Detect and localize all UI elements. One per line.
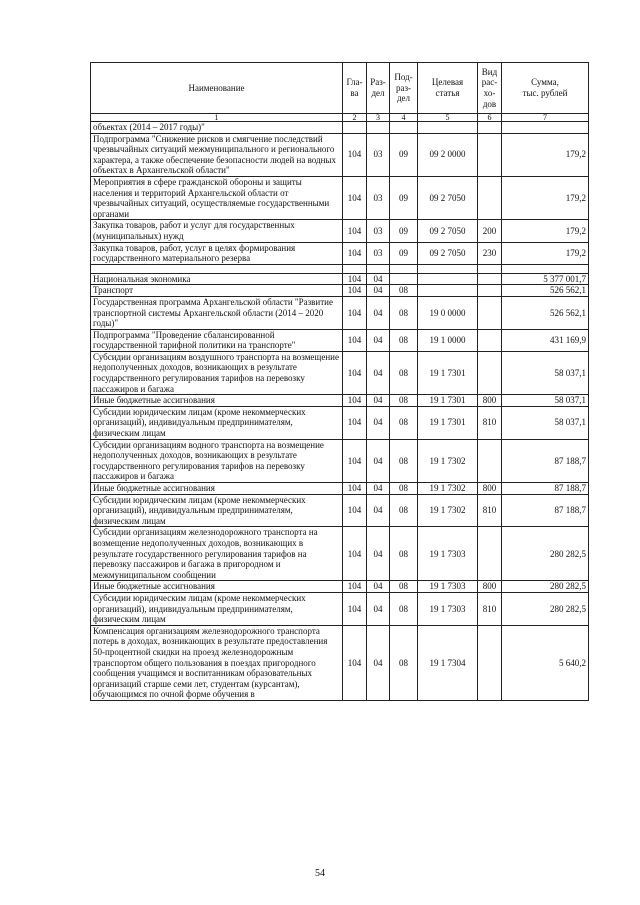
table-row — [91, 285, 589, 297]
row-vid — [478, 264, 502, 273]
column-number-row — [91, 114, 589, 122]
table-row — [91, 439, 589, 482]
row-podrazdel: 08 — [390, 351, 418, 394]
table-row — [91, 483, 589, 495]
row-vid: 230 — [478, 242, 502, 264]
row-statya: 19 1 7304 — [418, 625, 478, 700]
row-statya: 09 2 7050 — [418, 220, 478, 242]
row-name: Субсидии организациям железнодорожного транспорта на возмещение недополученных доходов, возникающих в результате государственного регулирования тарифов на перевозку пассажиров и багажа в пригородном и межмуниципальном сообщении — [91, 527, 343, 581]
row-razdel: 03 — [367, 220, 390, 242]
row-glava: 104 — [343, 439, 367, 482]
column-number: 5 — [418, 114, 478, 122]
header-name: Наименование — [91, 63, 343, 114]
row-name: Субсидии организациям водного транспорта на возмещение недополученных доходов, возникающих в результате государственного регулирования тарифов на перевозку пассажиров и багажа — [91, 439, 343, 482]
table-row — [91, 527, 589, 581]
row-razdel: 04 — [367, 329, 390, 351]
row-name: Транспорт — [91, 285, 343, 297]
column-number: 4 — [390, 114, 418, 122]
row-glava — [343, 122, 367, 134]
page-number: 54 — [315, 868, 325, 879]
table-row — [91, 176, 589, 219]
row-podrazdel: 09 — [390, 176, 418, 219]
table-row — [91, 242, 589, 264]
table-row — [91, 581, 589, 593]
row-razdel: 04 — [367, 527, 390, 581]
row-name: Закупка товаров, работ и услуг для государственных (муниципальных) нужд — [91, 220, 343, 242]
row-podrazdel: 09 — [390, 242, 418, 264]
row-podrazdel — [390, 122, 418, 134]
row-statya: 09 2 0000 — [418, 133, 478, 176]
row-name: Государственная программа Архангельской области "Развитие транспортной системы Архангельской области (2014 – 2020 годы)" — [91, 296, 343, 329]
row-podrazdel: 08 — [390, 592, 418, 625]
row-vid — [478, 285, 502, 297]
row-name: Иные бюджетные ассигнования — [91, 483, 343, 495]
column-number: 7 — [502, 114, 589, 122]
row-glava: 104 — [343, 395, 367, 407]
column-number: 1 — [91, 114, 343, 122]
row-glava: 104 — [343, 242, 367, 264]
row-vid: 800 — [478, 483, 502, 495]
column-number: 3 — [367, 114, 390, 122]
row-sum: 87 188,7 — [502, 483, 589, 495]
row-sum — [502, 122, 589, 134]
row-razdel: 04 — [367, 351, 390, 394]
header-statya: Целевая статья — [418, 63, 478, 114]
row-podrazdel: 08 — [390, 439, 418, 482]
row-razdel: 04 — [367, 296, 390, 329]
header-row — [91, 63, 589, 114]
row-glava: 104 — [343, 351, 367, 394]
column-number: 2 — [343, 114, 367, 122]
row-razdel: 03 — [367, 176, 390, 219]
row-podrazdel: 09 — [390, 220, 418, 242]
row-podrazdel: 08 — [390, 296, 418, 329]
row-name: Мероприятия в сфере гражданской обороны и защиты населения и территорий Архангельской области от чрезвычайных ситуаций, осуществляемые государственными органами — [91, 176, 343, 219]
row-statya — [418, 122, 478, 134]
row-podrazdel: 08 — [390, 406, 418, 439]
table-header — [91, 63, 589, 122]
row-statya: 19 1 7301 — [418, 395, 478, 407]
row-vid: 800 — [478, 395, 502, 407]
row-name: Иные бюджетные ассигнования — [91, 395, 343, 407]
row-razdel: 03 — [367, 242, 390, 264]
row-name — [91, 264, 343, 273]
row-vid — [478, 122, 502, 134]
row-vid — [478, 133, 502, 176]
row-statya: 09 2 7050 — [418, 176, 478, 219]
table-row — [91, 406, 589, 439]
table-row — [91, 625, 589, 700]
row-glava: 104 — [343, 494, 367, 527]
row-statya: 19 1 7301 — [418, 351, 478, 394]
row-name: Закупка товаров, работ, услуг в целях формирования государственного материального резерва — [91, 242, 343, 264]
row-glava: 104 — [343, 592, 367, 625]
row-vid — [478, 296, 502, 329]
budget-table — [90, 62, 589, 701]
row-statya — [418, 264, 478, 273]
row-razdel: 04 — [367, 406, 390, 439]
row-statya: 19 1 0000 — [418, 329, 478, 351]
header-razdel: Раз- дел — [367, 63, 390, 114]
row-razdel: 04 — [367, 625, 390, 700]
header-podrazdel: Под- раз- дел — [390, 63, 418, 114]
row-statya: 19 0 0000 — [418, 296, 478, 329]
row-glava: 104 — [343, 273, 367, 285]
row-name: Субсидии юридическим лицам (кроме некоммерческих организаций), индивидуальным предпринимателям, физическим лицам — [91, 592, 343, 625]
row-sum: 87 188,7 — [502, 439, 589, 482]
row-glava: 104 — [343, 220, 367, 242]
row-sum: 179,2 — [502, 133, 589, 176]
row-name: объектах (2014 – 2017 годы)" — [91, 122, 343, 134]
column-number: 6 — [478, 114, 502, 122]
row-podrazdel — [390, 273, 418, 285]
row-podrazdel: 08 — [390, 395, 418, 407]
table-row — [91, 296, 589, 329]
row-razdel: 04 — [367, 494, 390, 527]
row-sum: 58 037,1 — [502, 395, 589, 407]
row-podrazdel: 08 — [390, 625, 418, 700]
row-vid: 810 — [478, 592, 502, 625]
row-statya: 19 1 7301 — [418, 406, 478, 439]
row-razdel: 04 — [367, 273, 390, 285]
row-sum: 179,2 — [502, 220, 589, 242]
row-statya: 19 1 7302 — [418, 494, 478, 527]
row-vid — [478, 176, 502, 219]
row-podrazdel: 08 — [390, 581, 418, 593]
table-row — [91, 273, 589, 285]
row-vid — [478, 527, 502, 581]
table-row — [91, 395, 589, 407]
row-razdel: 03 — [367, 133, 390, 176]
table-row — [91, 122, 589, 134]
row-vid: 800 — [478, 581, 502, 593]
row-sum: 179,2 — [502, 176, 589, 219]
row-statya: 09 2 7050 — [418, 242, 478, 264]
row-glava: 104 — [343, 581, 367, 593]
row-podrazdel: 08 — [390, 494, 418, 527]
row-sum — [502, 264, 589, 273]
row-name: Подпрограмма "Проведение сбалансированной государственной тарифной политики на транспорте" — [91, 329, 343, 351]
row-podrazdel: 08 — [390, 483, 418, 495]
row-sum: 58 037,1 — [502, 406, 589, 439]
row-glava: 104 — [343, 483, 367, 495]
row-razdel: 04 — [367, 483, 390, 495]
row-vid: 810 — [478, 406, 502, 439]
row-glava: 104 — [343, 329, 367, 351]
row-sum: 179,2 — [502, 242, 589, 264]
row-glava — [343, 264, 367, 273]
row-sum: 5 640,2 — [502, 625, 589, 700]
row-name: Компенсация организациям железнодорожного транспорта потерь в доходах, возникающих в результате предоставления 50-процентной скидки на проезд железнодорожным транспортом общего пользования в поездах пригородного сообщения учащимся и воспитанникам образовательных организаций старше семи лет, студентам (курсантам), обучающимся по очной форме обучения в — [91, 625, 343, 700]
row-sum: 280 282,5 — [502, 592, 589, 625]
row-name: Подпрограмма "Снижение рисков и смягчение последствий чрезвычайных ситуаций межмуниципального и регионального характера, а также обеспечение безопасности людей на водных объектах в Архангельской области" — [91, 133, 343, 176]
row-glava: 104 — [343, 406, 367, 439]
row-glava: 104 — [343, 527, 367, 581]
row-statya — [418, 273, 478, 285]
row-sum: 526 562,1 — [502, 296, 589, 329]
row-name: Национальная экономика — [91, 273, 343, 285]
row-glava: 104 — [343, 296, 367, 329]
row-podrazdel: 08 — [390, 527, 418, 581]
row-razdel — [367, 264, 390, 273]
row-sum: 526 562,1 — [502, 285, 589, 297]
row-podrazdel: 08 — [390, 329, 418, 351]
row-sum: 87 188,7 — [502, 494, 589, 527]
row-name: Иные бюджетные ассигнования — [91, 581, 343, 593]
row-vid: 810 — [478, 494, 502, 527]
row-sum: 58 037,1 — [502, 351, 589, 394]
row-razdel: 04 — [367, 395, 390, 407]
row-name: Субсидии юридическим лицам (кроме некоммерческих организаций), индивидуальным предпринимателям, физическим лицам — [91, 406, 343, 439]
row-glava: 104 — [343, 625, 367, 700]
row-statya: 19 1 7303 — [418, 581, 478, 593]
header-glava: Гла- ва — [343, 63, 367, 114]
row-vid — [478, 351, 502, 394]
row-glava: 104 — [343, 176, 367, 219]
row-name: Субсидии организациям воздушного транспорта на возмещение недополученных доходов, возникающих в результате государственного регулирования тарифов на перевозку пассажиров и багажа — [91, 351, 343, 394]
row-vid — [478, 625, 502, 700]
row-razdel: 04 — [367, 592, 390, 625]
row-podrazdel — [390, 264, 418, 273]
row-vid — [478, 273, 502, 285]
table-row — [91, 264, 589, 273]
table-row — [91, 351, 589, 394]
row-glava: 104 — [343, 285, 367, 297]
row-podrazdel: 09 — [390, 133, 418, 176]
row-name: Субсидии юридическим лицам (кроме некоммерческих организаций), индивидуальным предпринимателям, физическим лицам — [91, 494, 343, 527]
row-vid — [478, 329, 502, 351]
row-vid: 200 — [478, 220, 502, 242]
header-sum: Сумма, тыс. рублей — [502, 63, 589, 114]
row-sum: 5 377 001,7 — [502, 273, 589, 285]
row-sum: 280 282,5 — [502, 527, 589, 581]
row-statya: 19 1 7302 — [418, 483, 478, 495]
table-row — [91, 592, 589, 625]
row-vid — [478, 439, 502, 482]
table-row — [91, 329, 589, 351]
table-body — [91, 122, 589, 701]
row-sum: 280 282,5 — [502, 581, 589, 593]
row-podrazdel: 08 — [390, 285, 418, 297]
table-row — [91, 133, 589, 176]
row-razdel — [367, 122, 390, 134]
row-razdel: 04 — [367, 285, 390, 297]
row-razdel: 04 — [367, 439, 390, 482]
table-row — [91, 494, 589, 527]
row-statya: 19 1 7303 — [418, 527, 478, 581]
row-sum: 431 169,9 — [502, 329, 589, 351]
table-row — [91, 220, 589, 242]
header-vid: Вид рас- хо- дов — [478, 63, 502, 114]
row-glava: 104 — [343, 133, 367, 176]
row-statya: 19 1 7303 — [418, 592, 478, 625]
row-razdel: 04 — [367, 581, 390, 593]
row-statya — [418, 285, 478, 297]
row-statya: 19 1 7302 — [418, 439, 478, 482]
